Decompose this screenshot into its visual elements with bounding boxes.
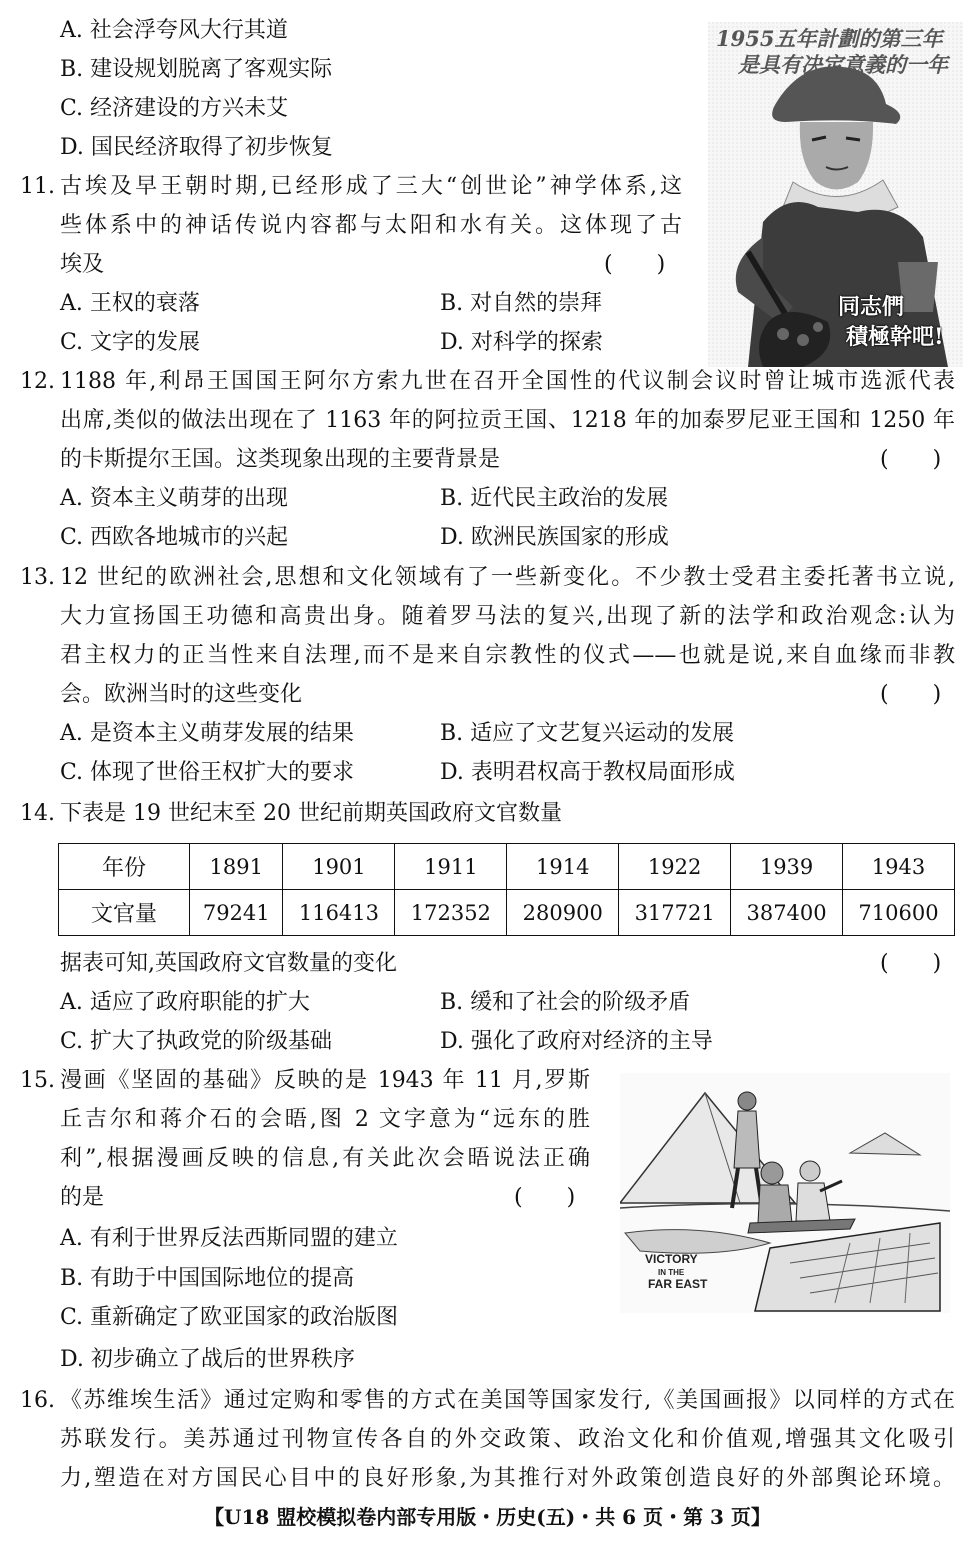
q13-stem-line2: 大力宣扬国王功德和高贵出身。随着罗马法的复兴,出现了新的法学和政治观念:认为	[60, 604, 955, 629]
poster-slogan-line1: 同志們	[838, 294, 905, 320]
q10-option-c: C. 经济建设的方兴未艾	[60, 96, 289, 121]
table-cell: 116413	[283, 890, 395, 936]
q13-answer-blank: ( )	[880, 682, 942, 707]
q12-option-c: C. 西欧各地城市的兴起	[60, 525, 289, 550]
q11-option-a: A. 王权的衰落	[60, 291, 200, 316]
q13-stem-line1: 12 世纪的欧洲社会,思想和文化领域有了一些新变化。不少教士受君主委托著书立说,	[60, 565, 955, 590]
q13-option-d: D. 表明君权高于教权局面形成	[440, 760, 735, 785]
q13-option-a: A. 是资本主义萌芽发展的结果	[60, 721, 354, 746]
table-cell: 79241	[190, 890, 283, 936]
table-cell: 1939	[731, 844, 843, 890]
q12-number: 12.	[20, 369, 55, 394]
cartoon-label-line3: FAR EAST	[648, 1277, 708, 1291]
table-cell: 280900	[507, 890, 619, 936]
q16-number: 16.	[20, 1388, 55, 1413]
poster-slogan-line2: 積極幹吧!	[846, 324, 944, 350]
q11-answer-blank: ( )	[604, 252, 666, 277]
table-header-count: 文官量	[59, 890, 190, 936]
q14-option-b: B. 缓和了社会的阶级矛盾	[440, 990, 691, 1015]
q10-option-a: A. 社会浮夸风大行其道	[60, 18, 288, 43]
q14-question: 据表可知,英国政府文官数量的变化	[60, 951, 397, 976]
table-cell: 1911	[395, 844, 507, 890]
table-cell: 1914	[507, 844, 619, 890]
q11-option-b: B. 对自然的崇拜	[440, 291, 603, 316]
q11-stem-line3: 埃及	[60, 252, 105, 277]
q13-stem-line3: 君主权力的正当性来自法理,而不是来自宗教性的仪式——也就是说,来自血缘而非教	[60, 643, 955, 668]
q12-stem-line1: 1188 年,利昂王国国王阿尔方索九世在召开全国性的代议制会议时曾让城市选派代表	[60, 369, 955, 394]
table-cell: 1922	[619, 844, 731, 890]
q11-stem-line1: 古埃及早王朝时期,已经形成了三大“创世论”神学体系,这	[60, 174, 682, 199]
table-cell: 710600	[843, 890, 955, 936]
q15-answer-blank: ( )	[514, 1185, 576, 1210]
table-row-years	[59, 844, 955, 890]
poster-title-line1: 1955五年計劃的第三年	[716, 26, 943, 51]
q13-option-c: C. 体现了世俗王权扩大的要求	[60, 760, 355, 785]
cartoon-label-line2: IN THE	[658, 1268, 685, 1277]
q15-option-b: B. 有助于中国国际地位的提高	[60, 1266, 355, 1291]
q15-option-a: A. 有利于世界反法西斯同盟的建立	[60, 1226, 398, 1251]
q11-option-c: C. 文字的发展	[60, 330, 201, 355]
q11-option-d: D. 对科学的探索	[440, 330, 603, 355]
q13-number: 13.	[20, 565, 55, 590]
q15-option-c: C. 重新确定了欧亚国家的政治版图	[60, 1305, 399, 1330]
q15-stem-line2: 丘吉尔和蒋介石的会晤,图 2 文字意为“远东的胜	[60, 1107, 590, 1132]
poster-title-line2: 是具有决定意義的一年	[738, 52, 948, 77]
q15-number: 15.	[20, 1068, 55, 1093]
q10-option-b: B. 建设规划脱离了客观实际	[60, 57, 333, 82]
q11-stem-line2: 些体系中的神话传说内容都与太阳和水有关。这体现了古	[60, 213, 682, 238]
q12-stem-line3: 的卡斯提尔王国。这类现象出现的主要背景是	[60, 447, 501, 472]
table-cell: 317721	[619, 890, 731, 936]
table-header-year: 年份	[59, 844, 190, 890]
cartoon-label-line1: VICTORY	[645, 1252, 698, 1266]
q16-stem-line2: 苏联发行。美苏通过刊物宣传各自的外交政策、政治文化和价值观,增强其文化吸引	[60, 1427, 955, 1452]
cartoon-solid-foundation-image	[620, 1073, 950, 1313]
q14-option-d: D. 强化了政府对经济的主导	[440, 1029, 713, 1054]
q15-stem-line1: 漫画《坚固的基础》反映的是 1943 年 11 月,罗斯	[60, 1068, 590, 1093]
q16-stem-line1: 《苏维埃生活》通过定购和零售的方式在美国等国家发行,《美国画报》以同样的方式在	[60, 1388, 955, 1413]
q14-intro: 下表是 19 世纪末至 20 世纪前期英国政府文官数量	[60, 801, 562, 826]
q12-stem-line2: 出席,类似的做法出现在了 1163 年的阿拉贡王国、1218 年的加泰罗尼亚王国和 1250 年	[60, 408, 955, 433]
q14-number: 14.	[20, 801, 55, 826]
q12-option-d: D. 欧洲民族国家的形成	[440, 525, 669, 550]
civil-servant-table	[58, 843, 955, 936]
q15-stem-line3: 利”,根据漫画反映的信息,有关此次会晤说法正确	[60, 1146, 590, 1171]
q15-option-d: D. 初步确立了战后的世界秩序	[60, 1347, 355, 1372]
q12-option-b: B. 近代民主政治的发展	[440, 486, 669, 511]
q13-stem-line4: 会。欧洲当时的这些变化	[60, 682, 303, 707]
table-cell: 172352	[395, 890, 507, 936]
q13-option-b: B. 适应了文艺复兴运动的发展	[440, 721, 735, 746]
q15-stem-line4: 的是	[60, 1185, 105, 1210]
table-cell: 1901	[283, 844, 395, 890]
q10-option-d: D. 国民经济取得了初步恢复	[60, 135, 333, 160]
q14-answer-blank: ( )	[880, 951, 942, 976]
table-cell: 1891	[190, 844, 283, 890]
table-cell: 387400	[731, 890, 843, 936]
q11-number: 11.	[20, 174, 55, 199]
q16-stem-line3: 力,塑造在对方国民心目中的良好形象,为其推行对外政策创造良好的外部舆论环境。	[60, 1466, 955, 1491]
table-cell: 1943	[843, 844, 955, 890]
table-row-counts	[59, 890, 955, 936]
q14-option-a: A. 适应了政府职能的扩大	[60, 990, 310, 1015]
page-footer: 【U18 盟校模拟卷内部专用版・历史(五)・共 6 页・第 3 页】	[204, 1505, 771, 1529]
poster-1955-image	[708, 22, 963, 367]
q12-answer-blank: ( )	[880, 447, 942, 472]
q12-option-a: A. 资本主义萌芽的出现	[60, 486, 288, 511]
q14-option-c: C. 扩大了执政党的阶级基础	[60, 1029, 333, 1054]
